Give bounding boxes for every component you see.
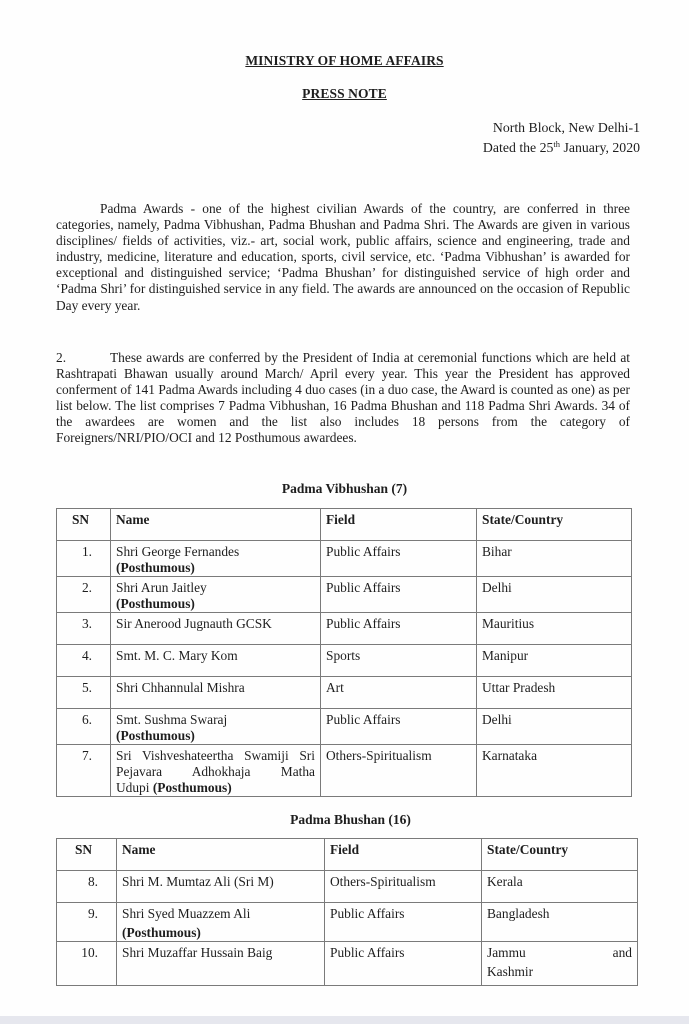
padma-bhushan-table [56, 838, 638, 986]
posthumous-label: (Posthumous) [116, 728, 195, 743]
posthumous-label: (Posthumous) [116, 596, 195, 611]
column-header-field: Field [325, 839, 482, 871]
table-row: 8. Shri M. Mumtaz Ali (Sri M) Others-Spiritualism Kerala [57, 871, 638, 903]
table-row: 9. Shri Syed Muazzem Ali (Posthumous) Public Affairs Bangladesh [57, 903, 638, 942]
press-note-title: PRESS NOTE [302, 86, 387, 101]
table-row: 10. Shri Muzaffar Hussain Baig Public Affairs Jammu and Kashmir [57, 942, 638, 986]
ministry-title: MINISTRY OF HOME AFFAIRS [245, 53, 444, 68]
column-header-name: Name [117, 839, 325, 871]
table-row: 1. Shri George Fernandes (Posthumous) Public Affairs Bihar [57, 541, 632, 577]
posthumous-label: (Posthumous) [122, 925, 201, 940]
paragraph-number: 2. [56, 350, 67, 365]
padma-bhushan-heading: Padma Bhushan (16) [290, 812, 411, 827]
padma-vibhushan-table [56, 508, 632, 797]
table-row: 3. Sir Anerood Jugnauth GCSK Public Affairs Mauritius [57, 613, 632, 645]
table-row: 2. Shri Arun Jaitley (Posthumous) Public Affairs Delhi [57, 577, 632, 613]
posthumous-label: (Posthumous) [152, 780, 232, 795]
table-header-row [57, 509, 632, 541]
column-header-sn: SN [57, 509, 111, 541]
viewer-bottom-bar [0, 1016, 689, 1024]
address-line: North Block, New Delhi-1 [492, 120, 640, 135]
posthumous-label: (Posthumous) [116, 560, 195, 575]
table-header-row [57, 839, 638, 871]
date-line: Dated the 25th January, 2020 [482, 139, 640, 155]
column-header-state: State/Country [477, 509, 632, 541]
paragraph-2: 2. These awards are conferred by the President of India at ceremonial functions which are held at Rashtrapati Bhawan usually around March/ April every year. This year the President has approved conferment of 141 Padma Awards including 4 duo cases (in a duo case, the Award is counted as one) as per list below. The list comprises 7 Padma Vibhushan, 16 Padma Bhushan and 118 Padma Shri Awards. 34 of the awardees are women and the list also includes 18 persons from the category of Foreigners/NRI/PIO/OCI and 12 Posthumous awardees. [56, 350, 630, 446]
column-header-name: Name [111, 509, 321, 541]
table-row: 7. Sri Vishveshateertha Swamiji Sri Pejavara Adhokhaja Matha Udupi (Posthumous) Others-Spiritualism Karnataka [57, 745, 632, 797]
padma-vibhushan-heading: Padma Vibhushan (7) [281, 481, 408, 496]
column-header-field: Field [321, 509, 477, 541]
paragraph-1: Padma Awards - one of the highest civilian Awards of the country, are conferred in three categories, namely, Padma Vibhushan, Padma Bhushan and Padma Shri. The Awards are given in various disciplines/ fields of activities, viz.- art, social work, public affairs, science and engineering, trade and industry, medicine, literature and education, sports, civil service, etc. ‘Padma Vibhushan’ is awarded for exceptional and distinguished service; ‘Padma Bhushan’ for distinguished service of high order and ‘Padma Shri’ for distinguished service in any field. The awards are announced on the occasion of Republic Day every year. [56, 201, 630, 313]
table-row: 4. Smt. M. C. Mary Kom Sports Manipur [57, 645, 632, 677]
column-header-state: State/Country [482, 839, 638, 871]
address-block [483, 118, 640, 158]
table-row: 6. Smt. Sushma Swaraj (Posthumous) Public Affairs Delhi [57, 709, 632, 745]
table-row: 5. Shri Chhannulal Mishra Art Uttar Pradesh [57, 677, 632, 709]
column-header-sn: SN [57, 839, 117, 871]
